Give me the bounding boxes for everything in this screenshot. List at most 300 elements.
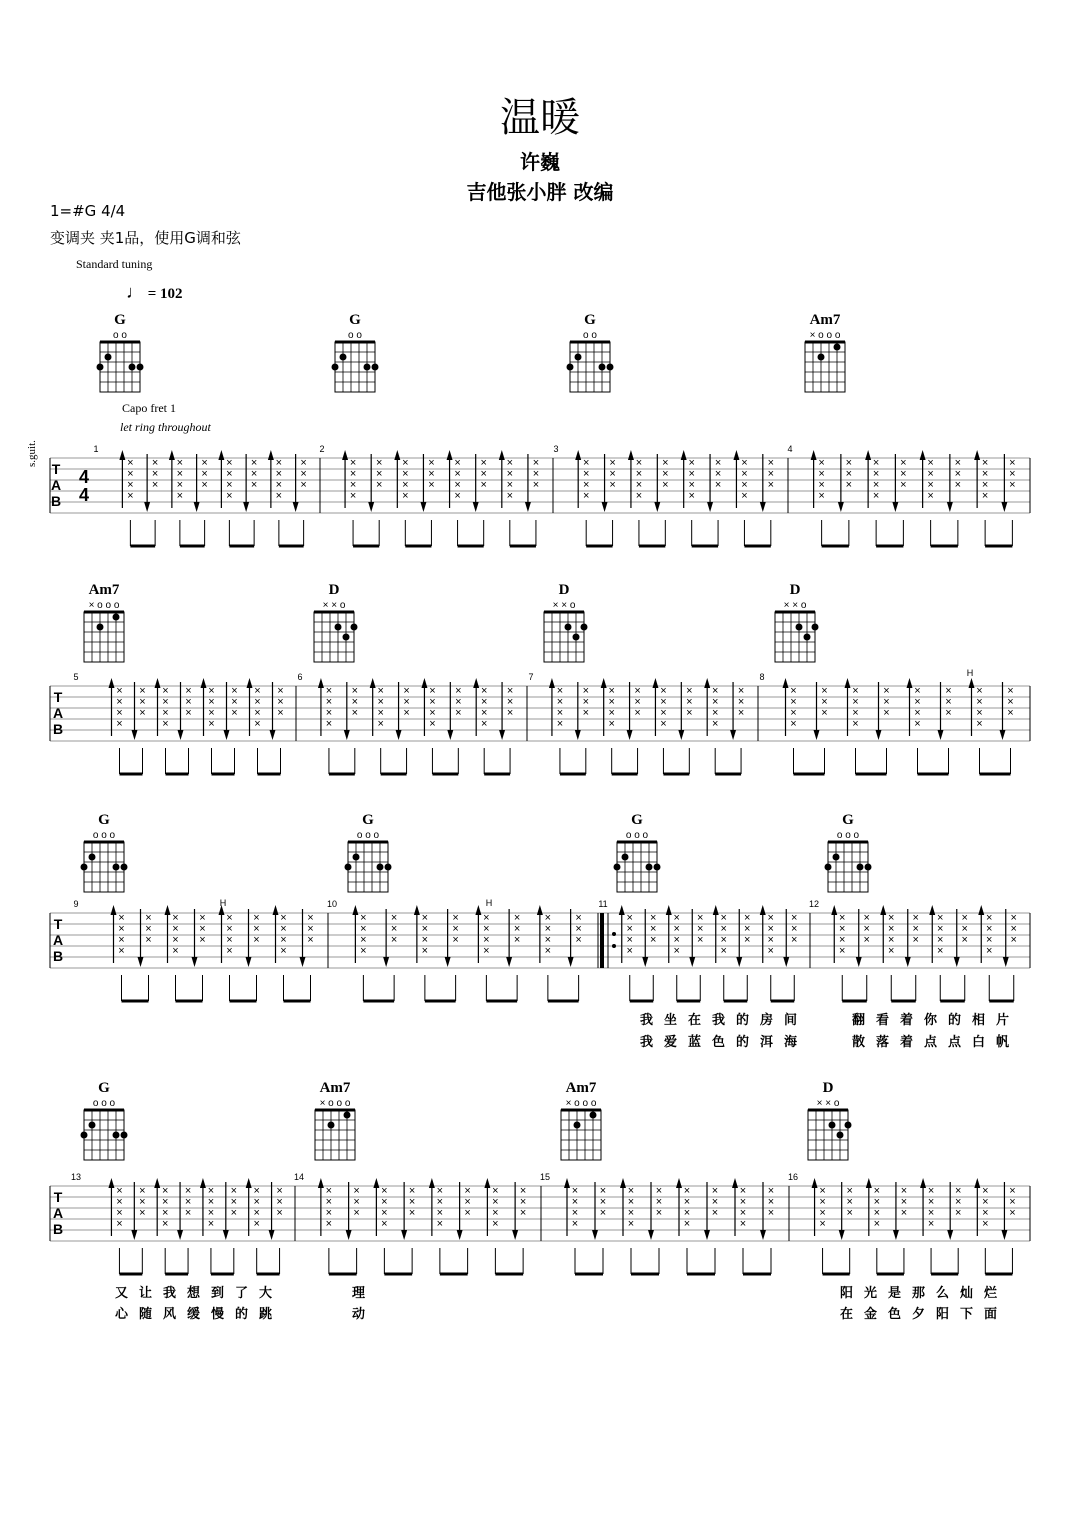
strum-arrow-head-up (880, 905, 886, 915)
lyric-line: 我爱蓝色的洱海 (640, 1035, 809, 1050)
muted-string-mark: × (981, 490, 989, 502)
muted-string-mark: × (818, 457, 825, 469)
muted-string-mark: × (986, 923, 993, 935)
muted-string-mark: × (937, 923, 944, 935)
muted-string-mark: × (655, 1196, 663, 1208)
strum-arrow-head-up (575, 450, 581, 460)
muted-string-mark: × (492, 1207, 499, 1219)
muted-string-mark: × (744, 923, 751, 935)
finger-dot (137, 364, 144, 371)
strum-arrow-head-up (865, 450, 871, 460)
tuning-label: Standard tuning (76, 257, 153, 271)
muted-string-mark: × (741, 479, 748, 491)
muted-string-mark: × (683, 1196, 691, 1208)
muted-string-mark: × (199, 934, 206, 946)
muted-string-mark: × (277, 696, 284, 708)
strum-arrow-head-down (131, 1230, 137, 1240)
lyric-line: 在金色夕阳下面 (840, 1307, 1009, 1322)
muted-string-mark: × (582, 457, 590, 469)
muted-string-mark: × (360, 945, 367, 957)
song-artist: 许巍 (520, 150, 560, 174)
muted-string-mark: × (253, 1185, 260, 1197)
muted-string-mark: × (1009, 1196, 1016, 1208)
strum-arrow-head-up (811, 450, 817, 460)
muted-string-mark: × (790, 685, 797, 697)
finger-dot (646, 864, 653, 871)
muted-string-mark: × (660, 718, 667, 730)
chord-open-strings: o o o (92, 1098, 116, 1109)
strum-arrow-head-up (352, 905, 358, 915)
muted-string-mark: × (954, 457, 962, 469)
muted-string-mark: × (954, 468, 962, 480)
muted-string-mark: × (819, 1218, 826, 1230)
muted-string-mark: × (231, 685, 238, 697)
muted-string-mark: × (627, 1185, 635, 1197)
strum-arrow-head-up (831, 905, 837, 915)
muted-string-mark: × (937, 912, 944, 924)
strum-arrow-head-down (246, 957, 252, 967)
muted-string-mark: × (480, 685, 488, 697)
strum-arrow-head-up (681, 450, 687, 460)
muted-string-mark: × (300, 468, 307, 480)
muted-string-mark: × (660, 696, 667, 708)
muted-string-mark: × (230, 1207, 238, 1219)
strum-arrow-head-down (678, 730, 684, 740)
muted-string-mark: × (118, 923, 125, 935)
chord-open-strings: o o o (356, 830, 380, 841)
muted-string-mark: × (673, 945, 680, 957)
muted-string-mark: × (635, 468, 643, 480)
muted-string-mark: × (714, 479, 722, 491)
finger-dot (343, 634, 350, 641)
muted-string-mark: × (634, 696, 641, 708)
strum-arrow-head-down (1003, 957, 1009, 967)
muted-string-mark: × (961, 923, 968, 935)
chord-open-strings: × o o o (319, 1098, 351, 1109)
muted-string-mark: × (429, 707, 436, 719)
muted-string-mark: × (872, 479, 880, 491)
muted-string-mark: × (277, 707, 284, 719)
strum-arrow-head-up (154, 1178, 160, 1188)
muted-string-mark: × (402, 457, 409, 469)
muted-string-mark: × (184, 1207, 192, 1219)
finger-dot (857, 864, 864, 871)
muted-string-mark: × (608, 685, 615, 697)
muted-string-mark: × (954, 1185, 962, 1197)
muted-string-mark: × (845, 479, 853, 491)
muted-string-mark: × (353, 1185, 360, 1197)
lyric-line: 动 (352, 1307, 366, 1322)
muted-string-mark: × (1009, 457, 1016, 469)
muted-string-mark: × (454, 468, 461, 480)
finger-dot (573, 634, 580, 641)
muted-string-mark: × (300, 457, 307, 469)
repeat-dot (612, 944, 616, 948)
muted-string-mark: × (208, 696, 215, 708)
song-arranger: 吉他张小胖 改编 (466, 180, 614, 204)
strum-arrow-head-down (814, 730, 820, 740)
muted-string-mark: × (226, 912, 233, 924)
finger-dot (825, 864, 832, 871)
lyric-line: 理 (352, 1286, 366, 1301)
muted-string-mark: × (226, 923, 233, 935)
strum-arrow-head-up (109, 678, 115, 688)
muted-string-mark: × (253, 912, 260, 924)
muted-string-mark: × (976, 718, 983, 730)
muted-string-mark: × (151, 479, 159, 491)
muted-string-mark: × (275, 490, 283, 502)
muted-string-mark: × (375, 479, 383, 491)
finger-dot (97, 364, 104, 371)
strum-arrow-head-up (421, 678, 427, 688)
muted-string-mark: × (739, 1218, 747, 1230)
muted-string-mark: × (662, 479, 669, 491)
hammer-on-label: H (966, 668, 974, 678)
muted-string-mark: × (927, 1218, 935, 1230)
muted-string-mark: × (381, 1218, 388, 1230)
finger-dot (837, 1132, 844, 1139)
muted-string-mark: × (325, 696, 333, 708)
strum-arrow-head-up (318, 678, 324, 688)
muted-string-mark: × (230, 1196, 238, 1208)
muted-string-mark: × (307, 923, 314, 935)
muted-string-mark: × (429, 718, 436, 730)
finger-dot (81, 1132, 88, 1139)
strum-arrow-head-down (760, 1230, 766, 1240)
measure-number: 11 (598, 899, 608, 909)
muted-string-mark: × (845, 457, 853, 469)
muted-string-mark: × (982, 1185, 989, 1197)
muted-string-mark: × (207, 1196, 215, 1208)
muted-string-mark: × (544, 912, 552, 924)
repeat-dot (612, 932, 616, 936)
finger-dot (385, 864, 392, 871)
muted-string-mark: × (660, 707, 667, 719)
muted-string-mark: × (275, 468, 283, 480)
muted-string-mark: × (172, 934, 179, 946)
muted-string-mark: × (230, 1185, 238, 1197)
muted-string-mark: × (275, 457, 283, 469)
finger-dot (372, 364, 379, 371)
muted-string-mark: × (480, 707, 488, 719)
muted-string-mark: × (741, 468, 748, 480)
muted-string-mark: × (688, 490, 695, 502)
muted-string-mark: × (377, 685, 384, 697)
muted-string-mark: × (172, 945, 179, 957)
muted-string-mark: × (377, 718, 384, 730)
muted-string-mark: × (711, 718, 719, 730)
muted-string-mark: × (452, 923, 459, 935)
muted-string-mark: × (375, 468, 383, 480)
muted-string-mark: × (582, 696, 590, 708)
measure-number: 7 (528, 672, 534, 682)
muted-string-mark: × (208, 718, 215, 730)
muted-string-mark: × (686, 685, 693, 697)
finger-dot (113, 614, 120, 621)
muted-string-mark: × (571, 1185, 579, 1197)
finger-dot (574, 1122, 581, 1129)
strum-arrow-head-down (447, 730, 453, 740)
strum-arrow-head-down (473, 502, 479, 512)
muted-string-mark: × (375, 457, 383, 469)
muted-string-mark: × (280, 934, 287, 946)
strum-arrow-head-up (845, 678, 851, 688)
muted-string-mark: × (686, 696, 693, 708)
tab-clef-letter: A (50, 477, 62, 493)
muted-string-mark: × (226, 945, 233, 957)
time-signature-bottom: 4 (78, 485, 90, 505)
lyric-line: 心随风缓慢的跳 (115, 1307, 284, 1322)
muted-string-mark: × (275, 479, 283, 491)
muted-string-mark: × (480, 457, 487, 469)
muted-string-mark: × (254, 696, 261, 708)
strum-arrow-head-down (383, 957, 389, 967)
muted-string-mark: × (360, 934, 367, 946)
strum-arrow-head-down (269, 1230, 275, 1240)
strum-arrow-head-up (499, 450, 505, 460)
muted-string-mark: × (852, 707, 859, 719)
strum-arrow-head-down (1001, 502, 1007, 512)
muted-string-mark: × (626, 912, 633, 924)
finger-dot (865, 864, 872, 871)
muted-string-mark: × (635, 490, 643, 502)
muted-string-mark: × (582, 468, 590, 480)
chord-open-strings: o o (583, 330, 597, 341)
muted-string-mark: × (483, 923, 490, 935)
muted-string-mark: × (254, 707, 261, 719)
strum-arrow-head-down (642, 957, 648, 967)
finger-dot (113, 1132, 120, 1139)
muted-string-mark: × (360, 912, 367, 924)
strum-arrow-head-up (268, 450, 274, 460)
muted-string-mark: × (390, 912, 398, 924)
strum-arrow-head-down (648, 1230, 654, 1240)
muted-string-mark: × (582, 479, 590, 491)
muted-string-mark: × (145, 923, 152, 935)
strum-arrow-head-down (177, 1230, 183, 1240)
strum-arrow-head-down (839, 1230, 845, 1240)
muted-string-mark: × (127, 490, 134, 502)
finger-dot (328, 1122, 335, 1129)
muted-string-mark: × (839, 945, 846, 957)
muted-string-mark: × (720, 945, 727, 957)
muted-string-mark: × (739, 1185, 747, 1197)
strum-arrow-head-down (194, 502, 200, 512)
muted-string-mark: × (686, 707, 693, 719)
muted-string-mark: × (888, 923, 895, 935)
muted-string-mark: × (818, 468, 825, 480)
muted-string-mark: × (846, 1185, 853, 1197)
muted-string-mark: × (634, 707, 641, 719)
muted-string-mark: × (626, 945, 633, 957)
muted-string-mark: × (608, 718, 615, 730)
strum-arrow-head-up (429, 1178, 435, 1188)
muted-string-mark: × (883, 707, 890, 719)
strum-arrow-head-up (812, 1178, 818, 1188)
muted-string-mark: × (118, 912, 125, 924)
muted-string-mark: × (116, 685, 123, 697)
lyric-line: 散落着点点白帆 (852, 1035, 1021, 1050)
strum-arrow-head-down (293, 502, 299, 512)
muted-string-mark: × (609, 457, 616, 469)
muted-string-mark: × (253, 934, 260, 946)
muted-string-mark: × (325, 685, 333, 697)
strum-arrow-head-down (856, 957, 862, 967)
finger-dot (113, 864, 120, 871)
tab-clef-letter: B (52, 721, 64, 737)
muted-string-mark: × (402, 490, 409, 502)
muted-string-mark: × (226, 468, 233, 480)
finger-dot (829, 1122, 836, 1129)
muted-string-mark: × (280, 912, 287, 924)
muted-string-mark: × (819, 1185, 826, 1197)
muted-string-mark: × (1007, 696, 1014, 708)
muted-string-mark: × (608, 696, 615, 708)
muted-string-mark: × (683, 1185, 691, 1197)
muted-string-mark: × (428, 457, 435, 469)
muted-string-mark: × (480, 479, 487, 491)
muted-string-mark: × (201, 479, 208, 491)
muted-string-mark: × (455, 685, 462, 697)
strum-arrow-head-up (119, 450, 125, 460)
finger-dot (340, 354, 347, 361)
muted-string-mark: × (900, 1185, 908, 1197)
strum-arrow-head-up (318, 1178, 324, 1188)
muted-string-mark: × (662, 468, 669, 480)
strum-arrow-head-up (760, 905, 766, 915)
finger-dot (345, 864, 352, 871)
muted-string-mark: × (767, 923, 774, 935)
muted-string-mark: × (888, 945, 895, 957)
muted-string-mark: × (982, 1196, 989, 1208)
muted-string-mark: × (1010, 923, 1017, 935)
muted-string-mark: × (172, 923, 179, 935)
muted-string-mark: × (250, 479, 258, 491)
muted-string-mark: × (846, 1207, 853, 1219)
muted-string-mark: × (351, 685, 359, 697)
muted-string-mark: × (161, 1185, 169, 1197)
muted-string-mark: × (900, 468, 907, 480)
muted-string-mark: × (276, 1196, 283, 1208)
measure-number: 8 (759, 672, 765, 682)
muted-string-mark: × (741, 490, 748, 502)
muted-string-mark: × (714, 457, 722, 469)
muted-string-mark: × (172, 912, 179, 924)
muted-string-mark: × (863, 912, 870, 924)
finger-dot (97, 624, 104, 631)
strum-arrow-head-down (892, 502, 898, 512)
muted-string-mark: × (711, 1196, 719, 1208)
muted-string-mark: × (455, 707, 462, 719)
strum-arrow-head-down (689, 957, 695, 967)
finger-dot (845, 1122, 852, 1129)
muted-string-mark: × (688, 479, 695, 491)
muted-string-mark: × (912, 934, 919, 946)
strum-arrow-head-up (273, 905, 279, 915)
tab-clef-letter: B (50, 493, 62, 509)
measure-number: 14 (293, 1172, 305, 1182)
muted-string-mark: × (436, 1196, 444, 1208)
muted-string-mark: × (873, 1196, 881, 1208)
muted-string-mark: × (408, 1207, 416, 1219)
strum-arrow-head-up (601, 678, 607, 688)
muted-string-mark: × (280, 945, 287, 957)
muted-string-mark: × (927, 1196, 935, 1208)
muted-string-mark: × (819, 1196, 826, 1208)
muted-string-mark: × (986, 945, 993, 957)
strum-arrow-head-down (905, 957, 911, 967)
muted-string-mark: × (185, 685, 192, 697)
strum-arrow-head-up (111, 905, 117, 915)
strum-arrow-head-down (568, 957, 574, 967)
tempo-marking: ♩ = 102 (126, 282, 183, 302)
muted-string-mark: × (575, 923, 582, 935)
strum-arrow-head-up (920, 1178, 926, 1188)
strum-arrow-head-down (1001, 1230, 1007, 1240)
finger-dot (377, 864, 384, 871)
muted-string-mark: × (544, 945, 552, 957)
strum-arrow-head-down (954, 957, 960, 967)
lyric-line: 阳光是那么灿烂 (840, 1286, 1009, 1301)
muted-string-mark: × (790, 696, 797, 708)
muted-string-mark: × (821, 685, 828, 697)
muted-string-mark: × (954, 1207, 962, 1219)
strum-arrow-head-up (247, 678, 253, 688)
muted-string-mark: × (351, 696, 359, 708)
strum-arrow-head-down (575, 730, 581, 740)
muted-string-mark: × (626, 934, 633, 946)
muted-string-mark: × (888, 912, 895, 924)
strum-arrow-head-up (974, 1178, 980, 1188)
strum-arrow-head-down (602, 502, 608, 512)
muted-string-mark: × (697, 934, 704, 946)
muted-string-mark: × (483, 945, 490, 957)
muted-string-mark: × (519, 1207, 527, 1219)
tab-clef-letter: B (52, 948, 64, 964)
strum-arrow-head-down (893, 1230, 899, 1240)
strum-arrow-head-down (627, 730, 633, 740)
strum-arrow-head-up (620, 1178, 626, 1188)
strum-arrow-head-up (200, 1178, 206, 1188)
muted-string-mark: × (513, 934, 521, 946)
muted-string-mark: × (127, 468, 134, 480)
chord-open-strings: o o (348, 330, 362, 341)
strum-arrow-head-up (155, 678, 161, 688)
muted-string-mark: × (688, 457, 695, 469)
muted-string-mark: × (818, 479, 825, 491)
muted-string-mark: × (145, 912, 152, 924)
muted-string-mark: × (981, 468, 989, 480)
strum-arrow-head-up (652, 678, 658, 688)
muted-string-mark: × (428, 468, 435, 480)
muted-string-mark: × (655, 1207, 663, 1219)
muted-string-mark: × (162, 696, 169, 708)
strum-arrow-head-down (525, 502, 531, 512)
strum-arrow-head-down (838, 502, 844, 512)
chord-open-strings: × o o o (809, 330, 841, 341)
muted-string-mark: × (184, 1196, 192, 1208)
chord-open-strings: o o o (625, 830, 649, 841)
strum-arrow-head-up (704, 678, 710, 688)
muted-string-mark: × (888, 934, 895, 946)
muted-string-mark: × (1007, 707, 1014, 719)
muted-string-mark: × (982, 1218, 989, 1230)
muted-string-mark: × (436, 1218, 444, 1230)
muted-string-mark: × (873, 1218, 881, 1230)
finger-dot (351, 624, 358, 631)
muted-string-mark: × (711, 1207, 719, 1219)
measure-number: 9 (73, 899, 79, 909)
